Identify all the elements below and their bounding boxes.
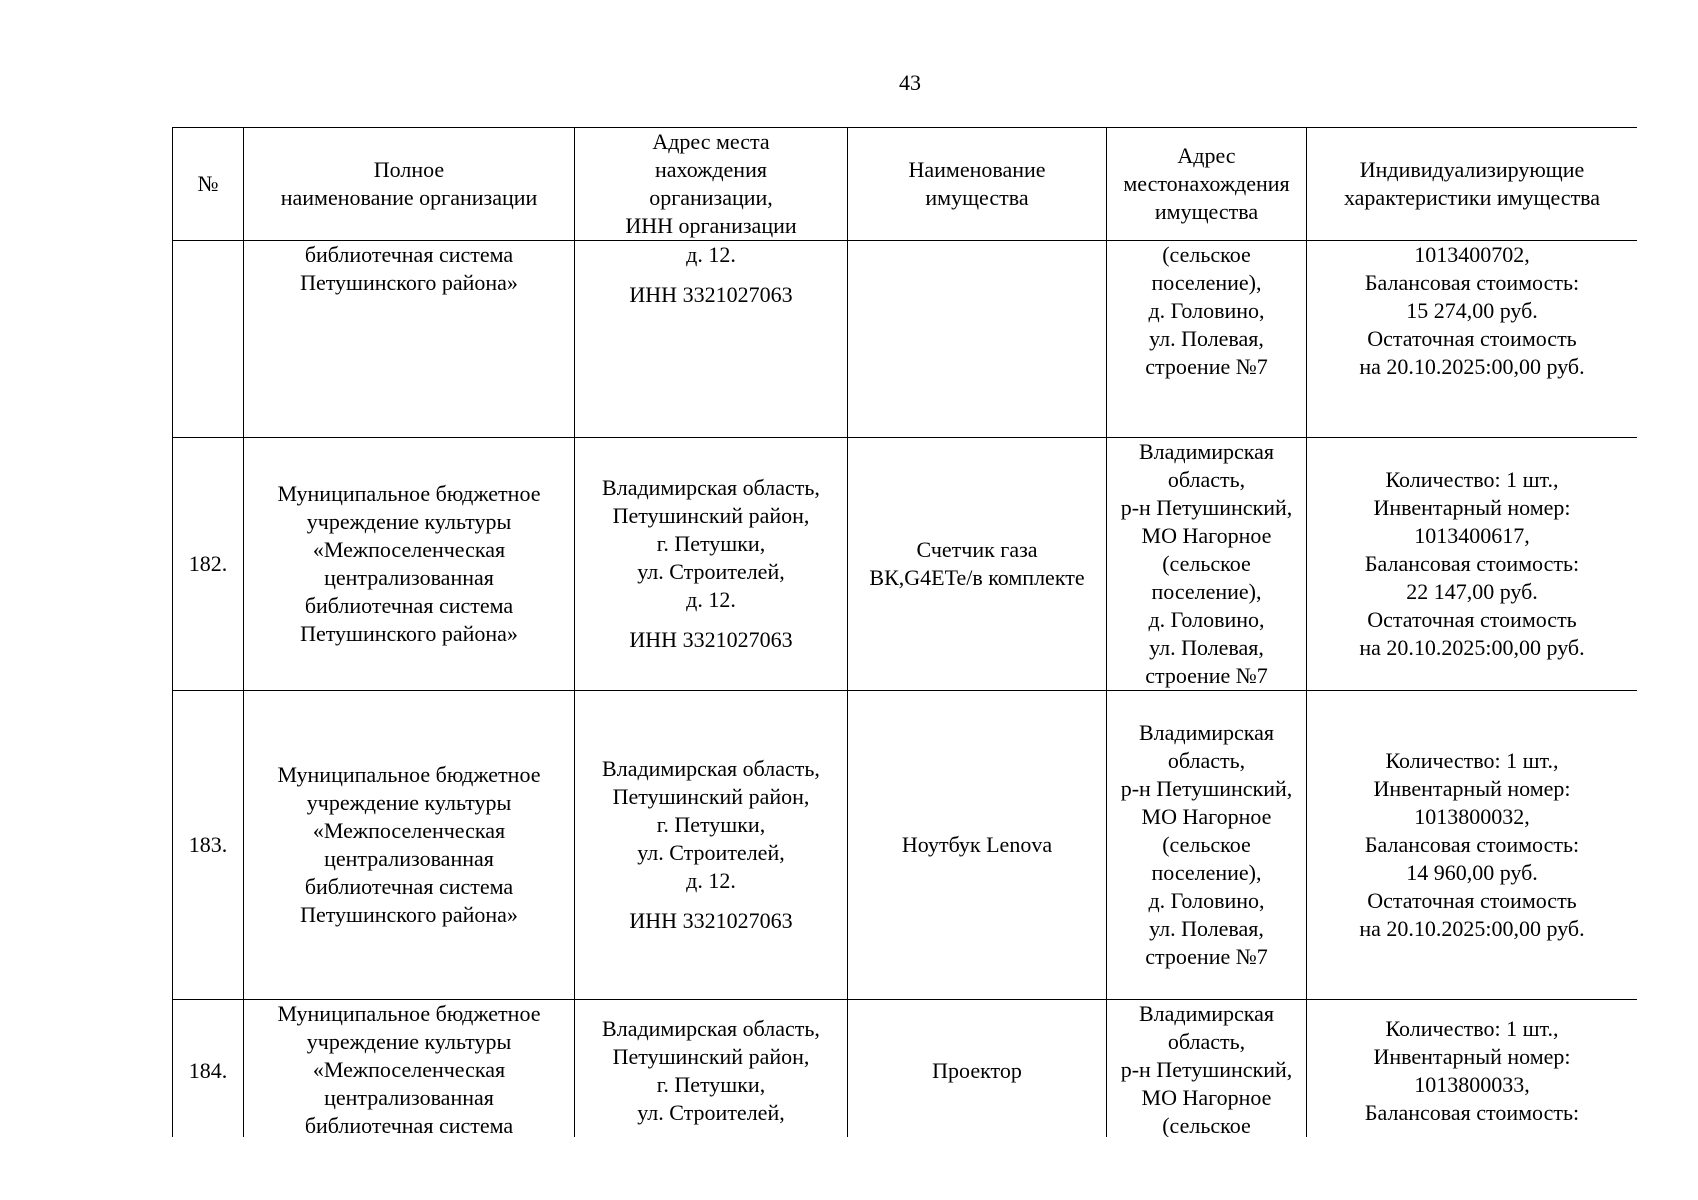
cell-text-line: Остаточная стоимость bbox=[1367, 326, 1577, 351]
cell-text-line: строение №7 bbox=[1145, 663, 1268, 688]
header-text-line: имущества bbox=[925, 185, 1029, 210]
cell-text-line: г. Петушки, bbox=[656, 531, 766, 556]
cell-text-line: библиотечная система bbox=[304, 593, 514, 618]
property-table-wrapper bbox=[172, 127, 1637, 1137]
header-number: № bbox=[173, 128, 244, 241]
cell-text-line: Инвентарный номер: bbox=[1373, 776, 1571, 801]
cell-text-line: р-н Петушинский, bbox=[1120, 776, 1293, 801]
cell-text-line: библиотечная система bbox=[304, 1113, 514, 1137]
cell-text-line: Счетчик газа bbox=[916, 537, 1038, 562]
property-location-cell bbox=[1107, 691, 1307, 1000]
cell-text-line: централизованная bbox=[324, 565, 494, 590]
cell-text-line: ул. Строителей, bbox=[637, 559, 785, 584]
org-name-cell bbox=[244, 691, 575, 1000]
cell-text-line: Остаточная стоимость bbox=[1367, 607, 1577, 632]
cell-text-line: 22 147,00 руб. bbox=[1406, 579, 1538, 604]
cell-text-line: Количество: 1 шт., bbox=[1385, 748, 1559, 773]
cell-text-line: строение №7 bbox=[1145, 944, 1268, 969]
property-location-cell bbox=[1107, 241, 1307, 438]
org-name-cell bbox=[244, 1000, 575, 1138]
cell-text-line: Муниципальное бюджетное bbox=[277, 481, 541, 506]
cell-text-line: Балансовая стоимость: bbox=[1364, 1099, 1580, 1125]
cell-text-line: Муниципальное бюджетное bbox=[277, 1001, 541, 1026]
cell-text-line: (сельское bbox=[1162, 832, 1251, 857]
cell-text-line: д. Головино, bbox=[1148, 298, 1265, 323]
cell-text-line: поселение), bbox=[1151, 860, 1262, 885]
org-address-cell bbox=[575, 1000, 848, 1138]
cell-text-line: Петушинский район, bbox=[612, 503, 810, 528]
header-text-line: имущества bbox=[1154, 199, 1259, 224]
cell-text-line: на 20.10.2025:00,00 руб. bbox=[1359, 916, 1585, 941]
org-name-cell bbox=[244, 438, 575, 691]
header-text-line: Адрес места bbox=[652, 129, 770, 154]
cell-text-line: библиотечная система bbox=[304, 242, 514, 267]
table-row bbox=[173, 691, 1638, 1000]
cell-text-line: 14 960,00 руб. bbox=[1406, 860, 1538, 885]
property-location-cell bbox=[1107, 1000, 1307, 1138]
org-inn: ИНН 3321027063 bbox=[629, 627, 793, 652]
cell-text-line: (сельское bbox=[1162, 1113, 1251, 1137]
cell-text-line: централизованная bbox=[324, 846, 494, 871]
cell-text-line: поселение), bbox=[1151, 579, 1262, 604]
cell-text-line: 1013400702, bbox=[1414, 242, 1530, 267]
cell-text-line: (сельское bbox=[1162, 242, 1251, 267]
cell-text-line: МО Нагорное bbox=[1141, 523, 1272, 548]
cell-text-line: ул. Полевая, bbox=[1149, 326, 1264, 351]
cell-text-line: на 20.10.2025:00,00 руб. bbox=[1359, 635, 1585, 660]
header-property-name bbox=[848, 128, 1107, 241]
property-name-cell bbox=[848, 241, 1107, 438]
header-text-line: характеристики имущества bbox=[1343, 185, 1601, 210]
cell-text-line: строение №7 bbox=[1145, 354, 1268, 379]
page-number: 43 bbox=[899, 70, 921, 95]
cell-text-line: (сельское bbox=[1162, 551, 1251, 576]
cell-text-line: ВК,G4ETe/в комплекте bbox=[869, 565, 1085, 590]
cell-text-line: Петушинского района» bbox=[300, 902, 518, 927]
property-name-cell bbox=[848, 1000, 1107, 1138]
property-characteristics-cell bbox=[1307, 691, 1638, 1000]
cell-text-line: Балансовая стоимость: bbox=[1364, 832, 1580, 857]
cell-text-line: Владимирская область, bbox=[602, 475, 820, 500]
cell-text-line: 1013400617, bbox=[1414, 523, 1530, 548]
cell-text-line: Инвентарный номер: bbox=[1373, 495, 1571, 520]
cell-text-line: Владимирская bbox=[1138, 439, 1275, 464]
cell-text-line: д. Головино, bbox=[1148, 888, 1265, 913]
cell-text-line: Петушинского района» bbox=[300, 270, 518, 295]
org-name-cell bbox=[244, 241, 575, 438]
cell-text-line: р-н Петушинский, bbox=[1120, 495, 1293, 520]
table-row bbox=[173, 438, 1638, 691]
header-text-line: Наименование bbox=[908, 157, 1046, 182]
table-row bbox=[173, 241, 1638, 438]
header-org-address bbox=[575, 128, 848, 241]
cell-text-line: область, bbox=[1167, 467, 1246, 492]
cell-text-line: Петушинского района» bbox=[300, 621, 518, 646]
header-text-line: Адрес bbox=[1177, 143, 1236, 168]
cell-text-line: Количество: 1 шт., bbox=[1385, 467, 1559, 492]
cell-text-line: Владимирская область, bbox=[602, 1015, 820, 1041]
header-text-line: Индивидуализирующие bbox=[1359, 157, 1585, 182]
cell-text-line: Остаточная стоимость bbox=[1367, 888, 1577, 913]
org-address-cell bbox=[575, 691, 848, 1000]
property-characteristics-cell bbox=[1307, 1000, 1638, 1138]
org-address-cell bbox=[575, 438, 848, 691]
property-table bbox=[172, 127, 1637, 1137]
cell-text-line: учреждение культуры bbox=[306, 1029, 512, 1054]
cell-text-line: область, bbox=[1167, 748, 1246, 773]
cell-text-line: поселение), bbox=[1151, 270, 1262, 295]
header-property-characteristics bbox=[1307, 128, 1638, 241]
cell-text-line: ул. Полевая, bbox=[1149, 635, 1264, 660]
header-text-line: нахождения bbox=[655, 157, 767, 182]
table-row bbox=[173, 1000, 1638, 1138]
row-number-cell: 182. bbox=[173, 438, 244, 691]
cell-text-line: область, bbox=[1167, 1029, 1246, 1054]
org-address-cell bbox=[575, 241, 848, 438]
cell-text-line: д. 12. bbox=[686, 587, 736, 612]
property-characteristics-cell bbox=[1307, 241, 1638, 438]
table-body bbox=[173, 241, 1638, 1138]
cell-text-line: учреждение культуры bbox=[306, 509, 512, 534]
header-text-line: организации, bbox=[649, 185, 773, 210]
cell-text-line: «Межпоселенческая bbox=[312, 818, 506, 843]
cell-text-line: Ноутбук Lenova bbox=[901, 832, 1053, 857]
property-location-cell bbox=[1107, 438, 1307, 691]
cell-text-line: Муниципальное бюджетное bbox=[277, 762, 541, 787]
cell-text-line: г. Петушки, bbox=[656, 812, 766, 837]
cell-text-line: ул. Строителей, bbox=[637, 840, 785, 865]
property-name-cell bbox=[848, 691, 1107, 1000]
header-text-line: Полное bbox=[373, 157, 445, 182]
cell-text-line: 1013800032, bbox=[1414, 804, 1530, 829]
cell-text-line: р-н Петушинский, bbox=[1120, 1057, 1293, 1082]
cell-text-line: Балансовая стоимость: bbox=[1364, 551, 1580, 576]
cell-text-line: «Межпоселенческая bbox=[312, 537, 506, 562]
cell-text-line: Владимирская bbox=[1138, 720, 1275, 745]
org-inn: ИНН 3321027063 bbox=[629, 282, 793, 307]
cell-text-line: Инвентарный номер: bbox=[1373, 1043, 1571, 1069]
row-number-cell: 184. bbox=[173, 1000, 244, 1138]
cell-text-line: Петушинский район, bbox=[612, 1043, 810, 1069]
cell-text-line: д. 12. bbox=[686, 242, 736, 267]
cell-text-line: библиотечная система bbox=[304, 874, 514, 899]
header-text-line: ИНН организации bbox=[625, 213, 797, 238]
cell-text-line: Количество: 1 шт., bbox=[1385, 1015, 1559, 1041]
header-property-location bbox=[1107, 128, 1307, 241]
cell-text-line: МО Нагорное bbox=[1141, 1085, 1272, 1110]
table-header-row bbox=[173, 128, 1638, 241]
cell-text-line: г. Петушки, bbox=[656, 1071, 766, 1097]
cell-text-line: Владимирская bbox=[1138, 1001, 1275, 1026]
cell-text-line: д. 12. bbox=[686, 868, 736, 893]
cell-text-line: Проектор bbox=[932, 1057, 1022, 1083]
property-name-cell bbox=[848, 438, 1107, 691]
cell-text-line: Балансовая стоимость: bbox=[1364, 270, 1580, 295]
cell-text-line: 15 274,00 руб. bbox=[1406, 298, 1538, 323]
cell-text-line: «Межпоселенческая bbox=[312, 1057, 506, 1082]
cell-text-line: Владимирская область, bbox=[602, 756, 820, 781]
cell-text-line: ул. Строителей, bbox=[637, 1099, 785, 1125]
header-org-name bbox=[244, 128, 575, 241]
cell-text-line: 1013800033, bbox=[1414, 1071, 1530, 1097]
row-number-cell bbox=[173, 241, 244, 438]
org-inn: ИНН 3321027063 bbox=[629, 908, 793, 933]
cell-text-line: централизованная bbox=[324, 1085, 494, 1110]
header-text-line: наименование организации bbox=[280, 185, 538, 210]
cell-text-line: Петушинский район, bbox=[612, 784, 810, 809]
cell-text-line: МО Нагорное bbox=[1141, 804, 1272, 829]
property-characteristics-cell bbox=[1307, 438, 1638, 691]
row-number-cell: 183. bbox=[173, 691, 244, 1000]
cell-text-line: ул. Полевая, bbox=[1149, 916, 1264, 941]
cell-text-line: учреждение культуры bbox=[306, 790, 512, 815]
cell-text-line: на 20.10.2025:00,00 руб. bbox=[1359, 354, 1585, 379]
cell-text-line: д. Головино, bbox=[1148, 607, 1265, 632]
header-text-line: местонахождения bbox=[1123, 171, 1290, 196]
